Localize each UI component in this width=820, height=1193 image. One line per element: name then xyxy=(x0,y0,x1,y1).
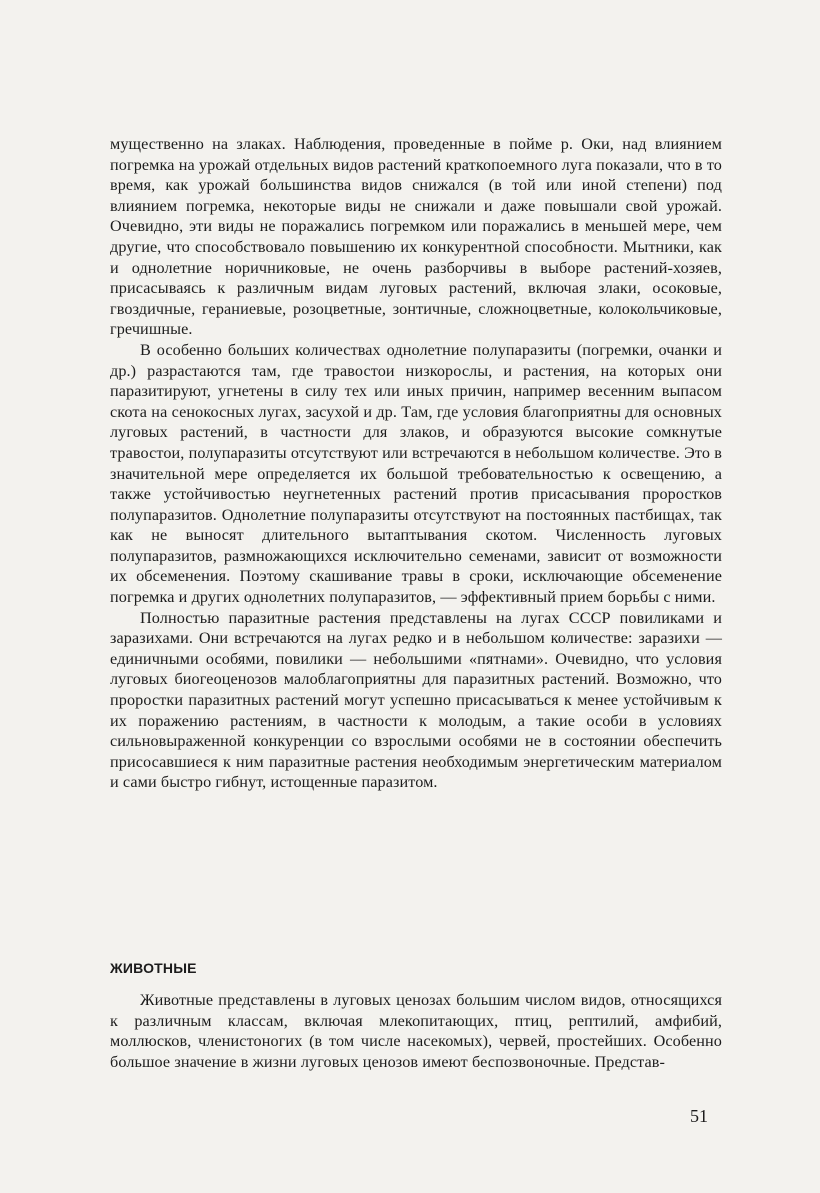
paragraph-1: мущественно на злаках. Наблюдения, проведенные в пойме р. Оки, над влиянием погремка на урожай отдельных видов растений краткопоемного луга показали, что в то время, как урожай большинства видов снижался (в той или иной степени) под влиянием погремка, некоторые виды не снижали и даже повышали свой урожай. Очевидно, эти виды не поражались погремком или поражались в меньшей мере, чем другие, что способствовало повышению их конкурентной способности. Мытники, как и однолетние норичниковые, не очень разборчивы в выборе растений-хозяев, присасываясь к различным видам луговых растений, включая злаки, осоковые, гвоздичные, гераниевые, розоцветные, зонтичные, сложноцветные, колокольчиковые, гречишные. xyxy=(110,135,722,339)
main-text xyxy=(110,134,722,793)
paragraph-3: Полностью паразитные растения представлены на лугах СССР повиликами и заразихами. Они встречаются на лугах редко и в небольшом количестве: заразихи — единичными особями, повилики — небольшими «пятнами». Очевидно, что условия луговых биогеоценозов малоблагоприятны для паразитных растений. Возможно, что проростки паразитных растений могут успешно присасываться к менее устойчивым к их поражению растениям, в частности к молодым, а такие особи в условиях сильновыраженной конкуренции со взрослыми особями не в состоянии обеспечить присосавшиеся к ним паразитные растения необходимым энергетическим материалом и сами быстро гибнут, истощенные паразитом. xyxy=(110,608,722,792)
paragraph-2: В особенно больших количествах однолетние полупаразиты (погремки, очанки и др.) разрастаются там, где травостои низкорослы, и растения, на которых они паразитируют, угнетены в силу тех или иных причин, например весенним выпасом скота на сенокосных лугах, засухой и др. Там, где условия благоприятны для основных луговых растений, в частности для злаков, и образуются высокие сомкнутые травостои, полупаразиты отсутствуют или встречаются в небольшом количестве. Это в значительной мере определяется их большой требовательностью к освещению, а также устойчивостью неугнетенных растений против присасывания проростков полупаразитов. Однолетние полупаразиты отсутствуют на постоянных пастбищах, так как не выносят длительного вытаптывания скотом. Численность луговых полупаразитов, размножающихся исключительно семенами, зависит от возможности их обсеменения. Поэтому скашивание травы в сроки, исключающие обсеменение погремка и других однолетних полупаразитов, — эффективный прием борьбы с ними. xyxy=(110,340,722,607)
section-paragraph: Животные представлены в луговых ценозах большим числом видов, относящихся к различным классам, включая млекопитающих, птиц, рептилий, амфибий, моллюсков, членистоногих (в том числе насекомых), червей, простейших. Особенно большое значение в жизни луговых ценозов имеют беспозвоночные. Представ- xyxy=(110,991,722,1071)
section-heading: ЖИВОТНЫЕ xyxy=(110,960,197,976)
section-text xyxy=(110,990,722,1072)
page-number: 51 xyxy=(690,1106,708,1126)
